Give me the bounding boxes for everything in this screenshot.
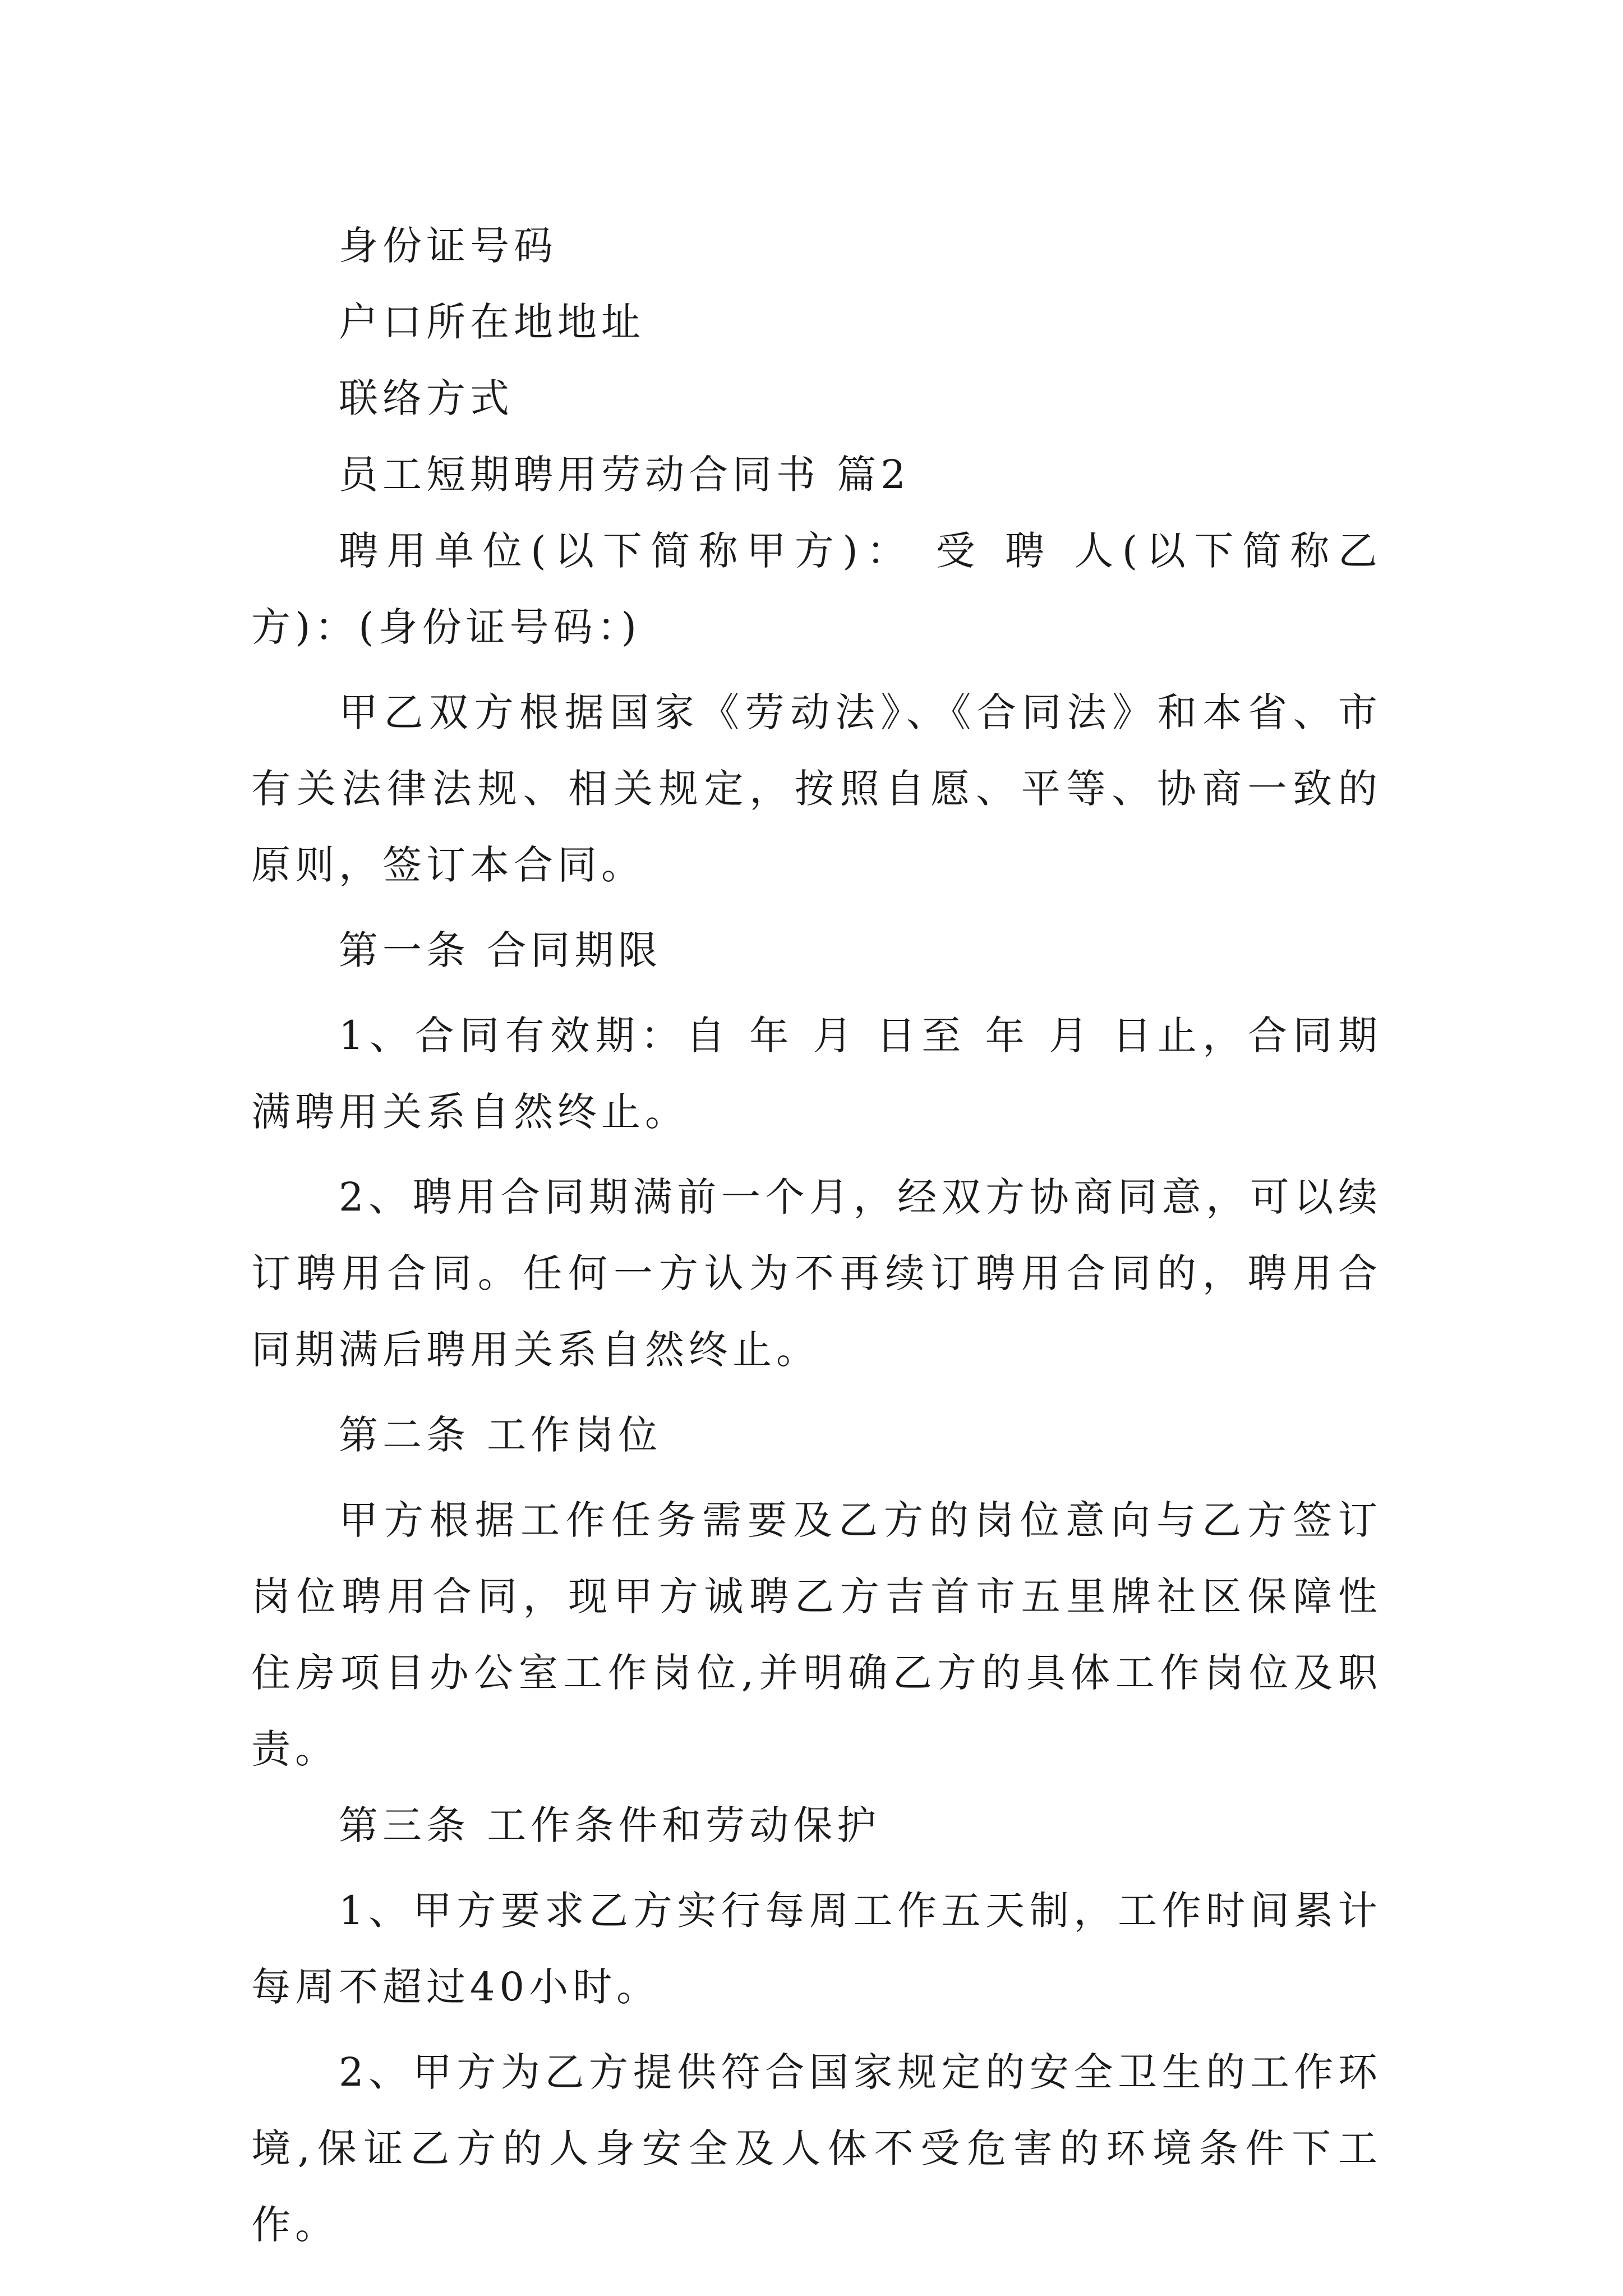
article-3-heading: 第三条 工作条件和劳动保护 <box>339 1802 881 1848</box>
article-3-clause-2: 2、甲方为乙方提供符合国家规定的安全卫生的工作环境,保证乙方的人身安全及人体不受危害的环境条件下工作。 <box>251 2049 1382 2248</box>
article-2-body: 甲方根据工作任务需要及乙方的岗位意向与乙方签订岗位聘用合同，现甲方诚聘乙方吉首市五里牌社区保障性住房项目办公室工作岗位,并明确乙方的具体工作岗位及职责。 <box>251 1497 1382 1772</box>
parties-paragraph: 聘用单位(以下简称甲方)： 受 聘 人(以下简称乙方)：(身份证号码：) <box>251 528 1382 650</box>
article-3-clause-1: 1、甲方要求乙方实行每周工作五天制，工作时间累计每周不超过40小时。 <box>251 1888 1382 2010</box>
document-body <box>251 208 1382 2263</box>
article-1-clause-2: 2、聘用合同期满前一个月，经双方协商同意，可以续订聘用合同。任何一方认为不再续订聘用合同的，聘用合同期满后聘用关系自然终止。 <box>251 1174 1382 1373</box>
article-2-heading: 第二条 工作岗位 <box>339 1412 662 1458</box>
article-1-clause-1: 1、合同有效期：自 年 月 日至 年 月 日止，合同期满聘用关系自然终止。 <box>251 1013 1382 1135</box>
id-number-label: 身份证号码 <box>339 223 557 269</box>
article-1-heading: 第一条 合同期限 <box>339 927 662 973</box>
contact-label: 联络方式 <box>339 375 514 421</box>
contract-title: 员工短期聘用劳动合同书 篇2 <box>339 452 910 498</box>
household-address-label: 户口所在地地址 <box>339 299 645 345</box>
preamble-paragraph: 甲乙双方根据国家《劳动法》、《合同法》和本省、市有关法律法规、相关规定，按照自愿、平等、协商一致的原则，签订本合同。 <box>251 689 1382 888</box>
